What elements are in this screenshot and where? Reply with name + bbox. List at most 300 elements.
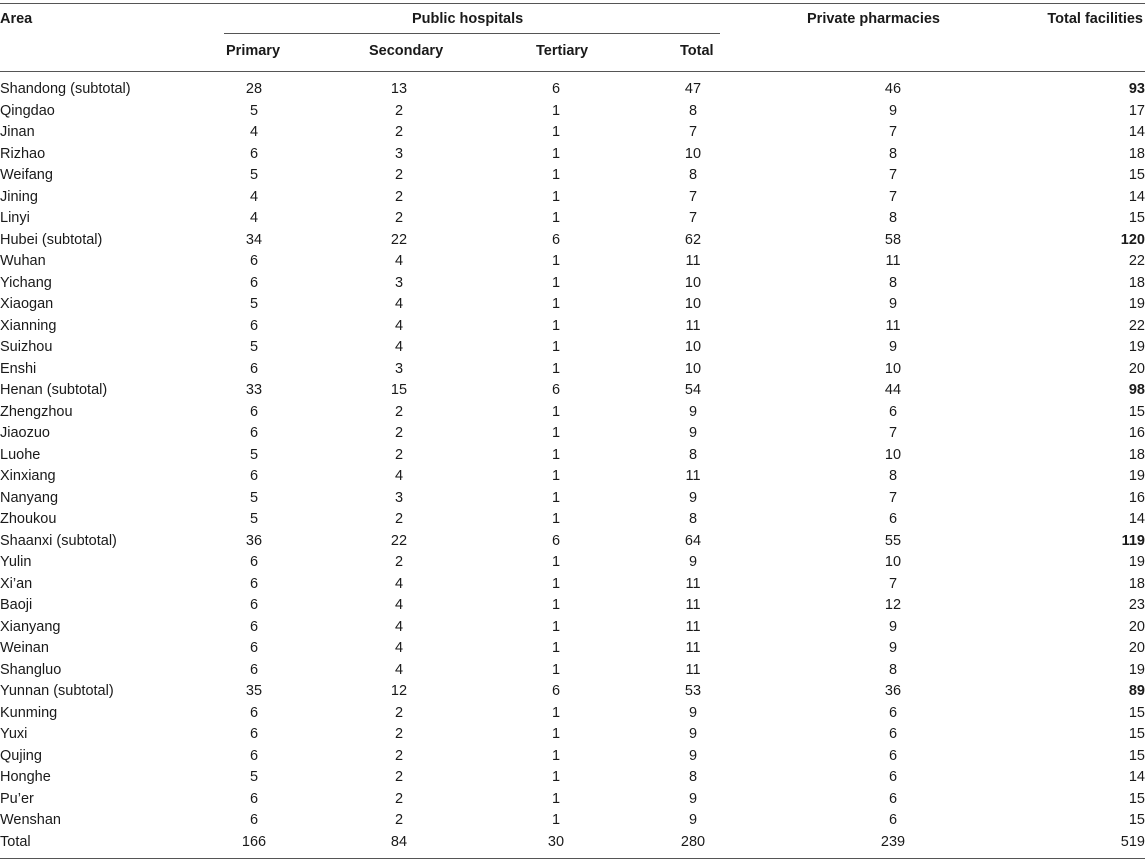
cell-tertiary: 1	[551, 597, 561, 613]
cell-hospital-total: 11	[685, 640, 701, 656]
cell-pharmacies: 8	[888, 661, 898, 678]
cell-secondary: 4	[394, 317, 404, 334]
cell-pharmacies: 6	[888, 769, 898, 785]
cell-hospital-total: 9	[688, 489, 698, 506]
cell-area: Shandong (subtotal)	[0, 81, 131, 97]
cell-primary: 5	[249, 296, 259, 312]
cell-hospital-total: 11	[685, 575, 701, 592]
cell-area: Xi’an	[0, 575, 33, 592]
cell-pharmacies: 9	[888, 339, 898, 355]
table-row	[0, 294, 1145, 316]
cell-pharmacies: 8	[888, 274, 898, 291]
cell-secondary: 2	[394, 102, 404, 119]
table-row	[0, 660, 1145, 682]
cell-secondary: 2	[394, 511, 404, 527]
cell-total-facilities: 18	[1128, 575, 1145, 592]
cell-primary: 5	[249, 511, 259, 527]
cell-secondary: 2	[394, 124, 404, 140]
cell-area: Zhoukou	[0, 511, 57, 527]
table-top-rule	[0, 3, 1145, 4]
table-row	[0, 767, 1145, 789]
table-row	[0, 681, 1145, 703]
cell-tertiary: 1	[551, 339, 561, 355]
table-row	[0, 380, 1145, 402]
cell-total-facilities: 18	[1128, 145, 1145, 162]
cell-area: Weinan	[0, 640, 49, 656]
table-row	[0, 746, 1145, 768]
cell-total-facilities: 519	[1120, 833, 1145, 850]
cell-total-facilities: 20	[1128, 618, 1145, 635]
cell-pharmacies: 46	[884, 81, 902, 97]
cell-total-facilities: 15	[1128, 403, 1145, 420]
cell-primary: 5	[249, 167, 259, 183]
cell-tertiary: 1	[551, 489, 561, 506]
cell-primary: 36	[245, 532, 263, 549]
table-row	[0, 337, 1145, 359]
cell-total-facilities: 22	[1128, 317, 1145, 334]
table-row	[0, 724, 1145, 746]
cell-total-facilities: 23	[1128, 597, 1145, 613]
cell-pharmacies: 6	[888, 747, 898, 764]
cell-area: Enshi	[0, 360, 37, 377]
cell-secondary: 22	[390, 231, 408, 248]
cell-primary: 5	[249, 769, 259, 785]
header-area: Area	[0, 11, 33, 27]
cell-pharmacies: 58	[884, 231, 902, 248]
cell-secondary: 13	[390, 81, 408, 97]
cell-hospital-total: 7	[688, 188, 698, 205]
cell-primary: 5	[249, 102, 259, 119]
table-row	[0, 445, 1145, 467]
cell-tertiary: 1	[551, 790, 561, 807]
table-row	[0, 402, 1145, 424]
table-row	[0, 574, 1145, 596]
cell-hospital-total: 9	[688, 726, 698, 742]
cell-hospital-total: 11	[685, 618, 701, 635]
cell-hospital-total: 7	[688, 124, 698, 140]
cell-tertiary: 1	[551, 446, 561, 463]
cell-secondary: 2	[394, 167, 404, 183]
cell-area: Qujing	[0, 747, 42, 764]
cell-secondary: 3	[394, 145, 404, 162]
cell-tertiary: 1	[551, 253, 561, 269]
table-body	[0, 79, 1145, 853]
cell-hospital-total: 11	[685, 597, 701, 613]
cell-pharmacies: 9	[888, 618, 898, 635]
cell-primary: 28	[245, 81, 263, 97]
cell-primary: 6	[249, 274, 259, 291]
cell-pharmacies: 7	[888, 575, 898, 592]
cell-secondary: 4	[394, 640, 404, 656]
table-row	[0, 466, 1145, 488]
cell-hospital-total: 8	[688, 511, 698, 527]
cell-secondary: 15	[390, 382, 408, 398]
cell-hospital-total: 10	[684, 339, 702, 355]
cell-tertiary: 1	[551, 640, 561, 656]
cell-total-facilities: 14	[1128, 769, 1145, 785]
cell-area: Jiaozuo	[0, 425, 50, 441]
cell-pharmacies: 6	[888, 812, 898, 828]
cell-total-facilities: 15	[1128, 167, 1145, 183]
cell-pharmacies: 6	[888, 511, 898, 527]
table-row	[0, 423, 1145, 445]
cell-area: Pu’er	[0, 790, 34, 807]
cell-primary: 5	[249, 489, 259, 506]
table-row	[0, 810, 1145, 832]
cell-pharmacies: 7	[888, 188, 898, 205]
cell-primary: 6	[249, 575, 259, 592]
cell-tertiary: 1	[551, 661, 561, 678]
table-row	[0, 617, 1145, 639]
cell-pharmacies: 7	[888, 167, 898, 183]
cell-pharmacies: 6	[888, 790, 898, 807]
table-row	[0, 273, 1145, 295]
cell-area: Xiaogan	[0, 296, 54, 312]
cell-area: Xianyang	[0, 618, 61, 635]
cell-pharmacies: 11	[885, 317, 901, 334]
cell-total-facilities: 15	[1128, 210, 1145, 226]
cell-total-facilities: 20	[1128, 640, 1145, 656]
cell-primary: 5	[249, 339, 259, 355]
cell-tertiary: 30	[547, 833, 565, 850]
cell-tertiary: 1	[551, 403, 561, 420]
cell-total-facilities: 18	[1128, 274, 1145, 291]
cell-pharmacies: 10	[884, 446, 902, 463]
cell-area: Jining	[0, 188, 38, 205]
cell-hospital-total: 11	[685, 317, 701, 334]
cell-primary: 6	[249, 618, 259, 635]
cell-total-facilities: 14	[1128, 188, 1145, 205]
table-row	[0, 531, 1145, 553]
cell-hospital-total: 8	[688, 167, 698, 183]
cell-area: Honghe	[0, 769, 51, 785]
cell-secondary: 2	[394, 425, 404, 441]
cell-tertiary: 1	[551, 704, 561, 721]
cell-pharmacies: 239	[880, 833, 906, 850]
cell-secondary: 2	[394, 812, 404, 828]
cell-tertiary: 1	[551, 575, 561, 592]
cell-hospital-total: 10	[684, 360, 702, 377]
cell-pharmacies: 6	[888, 704, 898, 721]
cell-secondary: 2	[394, 790, 404, 807]
cell-hospital-total: 8	[688, 102, 698, 119]
cell-area: Jinan	[0, 124, 35, 140]
cell-total-facilities: 89	[1128, 683, 1145, 699]
cell-total-facilities: 15	[1128, 747, 1145, 764]
cell-pharmacies: 7	[888, 489, 898, 506]
header-public-hospitals: Public hospitals	[412, 11, 524, 27]
cell-pharmacies: 11	[885, 253, 901, 269]
cell-tertiary: 1	[551, 360, 561, 377]
public-hospitals-group-rule	[224, 33, 720, 34]
cell-secondary: 4	[394, 575, 404, 592]
cell-hospital-total: 9	[688, 747, 698, 764]
table-row	[0, 122, 1145, 144]
cell-pharmacies: 12	[884, 597, 902, 613]
cell-pharmacies: 36	[884, 683, 902, 699]
cell-hospital-total: 10	[684, 296, 702, 312]
cell-tertiary: 1	[551, 812, 561, 828]
cell-secondary: 2	[394, 446, 404, 463]
cell-primary: 4	[249, 188, 259, 205]
cell-tertiary: 1	[551, 554, 561, 570]
cell-secondary: 12	[390, 683, 408, 699]
cell-area: Total	[0, 833, 31, 850]
cell-secondary: 3	[394, 360, 404, 377]
cell-total-facilities: 120	[1120, 231, 1145, 248]
header-tertiary: Tertiary	[536, 43, 589, 59]
cell-area: Zhengzhou	[0, 403, 73, 420]
cell-secondary: 4	[394, 468, 404, 484]
cell-secondary: 4	[394, 253, 404, 269]
cell-area: Shangluo	[0, 661, 62, 678]
cell-tertiary: 6	[551, 683, 561, 699]
cell-total-facilities: 14	[1128, 124, 1145, 140]
cell-primary: 6	[249, 726, 259, 742]
cell-primary: 6	[249, 554, 259, 570]
table-row	[0, 488, 1145, 510]
table-row	[0, 703, 1145, 725]
cell-total-facilities: 19	[1128, 661, 1145, 678]
cell-primary: 34	[245, 231, 263, 248]
table-row	[0, 832, 1145, 854]
cell-total-facilities: 15	[1128, 790, 1145, 807]
cell-tertiary: 6	[551, 382, 561, 398]
cell-area: Rizhao	[0, 145, 46, 162]
cell-tertiary: 1	[551, 296, 561, 312]
cell-pharmacies: 7	[888, 425, 898, 441]
cell-secondary: 2	[394, 403, 404, 420]
table-row	[0, 359, 1145, 381]
cell-primary: 4	[249, 124, 259, 140]
cell-total-facilities: 15	[1128, 812, 1145, 828]
cell-primary: 6	[249, 597, 259, 613]
cell-hospital-total: 9	[688, 790, 698, 807]
cell-hospital-total: 11	[685, 661, 701, 678]
cell-total-facilities: 17	[1128, 102, 1145, 119]
table-row	[0, 79, 1145, 101]
cell-area: Yunnan (subtotal)	[0, 683, 114, 699]
cell-pharmacies: 55	[884, 532, 902, 549]
cell-pharmacies: 9	[888, 102, 898, 119]
table-row	[0, 101, 1145, 123]
cell-tertiary: 1	[551, 124, 561, 140]
table-row	[0, 789, 1145, 811]
cell-hospital-total: 7	[688, 210, 698, 226]
cell-total-facilities: 14	[1128, 511, 1145, 527]
header-total-facilities: Total facilities	[1047, 11, 1143, 27]
cell-tertiary: 1	[551, 747, 561, 764]
table-row	[0, 208, 1145, 230]
cell-total-facilities: 19	[1128, 296, 1145, 312]
cell-area: Weifang	[0, 167, 53, 183]
table-row	[0, 144, 1145, 166]
cell-total-facilities: 98	[1128, 382, 1145, 398]
cell-secondary: 3	[394, 274, 404, 291]
cell-area: Xianning	[0, 317, 57, 334]
cell-tertiary: 1	[551, 618, 561, 635]
cell-primary: 33	[245, 382, 263, 398]
table-row	[0, 251, 1145, 273]
cell-hospital-total: 8	[688, 446, 698, 463]
cell-secondary: 2	[394, 726, 404, 742]
cell-hospital-total: 11	[685, 468, 701, 484]
cell-tertiary: 1	[551, 167, 561, 183]
cell-area: Luohe	[0, 446, 41, 463]
cell-primary: 4	[249, 210, 259, 226]
table-bottom-rule	[0, 858, 1145, 859]
cell-tertiary: 1	[551, 511, 561, 527]
cell-primary: 5	[249, 446, 259, 463]
cell-hospital-total: 10	[684, 274, 702, 291]
cell-hospital-total: 9	[688, 812, 698, 828]
table-row	[0, 165, 1145, 187]
cell-area: Qingdao	[0, 102, 55, 119]
cell-total-facilities: 19	[1128, 468, 1145, 484]
cell-total-facilities: 15	[1128, 704, 1145, 721]
cell-secondary: 3	[394, 489, 404, 506]
cell-primary: 166	[241, 833, 267, 850]
cell-tertiary: 1	[551, 274, 561, 291]
cell-area: Linyi	[0, 210, 30, 226]
cell-total-facilities: 22	[1128, 253, 1145, 269]
cell-area: Henan (subtotal)	[0, 382, 108, 398]
cell-primary: 35	[245, 683, 263, 699]
cell-total-facilities: 20	[1128, 360, 1145, 377]
cell-hospital-total: 9	[688, 704, 698, 721]
cell-tertiary: 6	[551, 231, 561, 248]
cell-pharmacies: 6	[888, 726, 898, 742]
cell-total-facilities: 16	[1128, 489, 1145, 506]
cell-area: Wenshan	[0, 812, 61, 828]
table-row	[0, 638, 1145, 660]
cell-area: Nanyang	[0, 489, 59, 506]
cell-tertiary: 1	[551, 317, 561, 334]
header-primary: Primary	[226, 43, 281, 59]
cell-total-facilities: 15	[1128, 726, 1145, 742]
header-secondary: Secondary	[369, 43, 444, 59]
cell-primary: 6	[249, 145, 259, 162]
cell-hospital-total: 9	[688, 554, 698, 570]
cell-primary: 6	[249, 253, 259, 269]
cell-tertiary: 1	[551, 145, 561, 162]
cell-secondary: 22	[390, 532, 408, 549]
cell-secondary: 2	[394, 769, 404, 785]
cell-hospital-total: 64	[684, 532, 702, 549]
table-row	[0, 187, 1145, 209]
cell-tertiary: 1	[551, 769, 561, 785]
table-row	[0, 552, 1145, 574]
cell-primary: 6	[249, 317, 259, 334]
cell-primary: 6	[249, 747, 259, 764]
cell-tertiary: 6	[551, 81, 561, 97]
cell-hospital-total: 10	[684, 145, 702, 162]
cell-secondary: 2	[394, 747, 404, 764]
cell-total-facilities: 19	[1128, 554, 1145, 570]
cell-primary: 6	[249, 640, 259, 656]
cell-tertiary: 1	[551, 102, 561, 119]
cell-total-facilities: 19	[1128, 339, 1145, 355]
cell-pharmacies: 8	[888, 145, 898, 162]
cell-hospital-total: 11	[685, 253, 701, 269]
cell-pharmacies: 44	[884, 382, 902, 398]
cell-hospital-total: 9	[688, 425, 698, 441]
cell-pharmacies: 10	[884, 360, 902, 377]
cell-pharmacies: 6	[888, 403, 898, 420]
cell-primary: 6	[249, 704, 259, 721]
cell-hospital-total: 62	[684, 231, 702, 248]
cell-area: Xinxiang	[0, 468, 56, 484]
cell-secondary: 2	[394, 704, 404, 721]
cell-primary: 6	[249, 661, 259, 678]
cell-primary: 6	[249, 425, 259, 441]
cell-hospital-total: 8	[688, 769, 698, 785]
cell-primary: 6	[249, 468, 259, 484]
cell-primary: 6	[249, 812, 259, 828]
cell-secondary: 4	[394, 661, 404, 678]
table-row	[0, 230, 1145, 252]
cell-area: Suizhou	[0, 339, 53, 355]
cell-area: Shaanxi (subtotal)	[0, 532, 117, 549]
cell-secondary: 2	[394, 554, 404, 570]
table-row	[0, 595, 1145, 617]
cell-hospital-total: 280	[680, 833, 706, 850]
cell-secondary: 2	[394, 210, 404, 226]
cell-area: Hubei (subtotal)	[0, 231, 103, 248]
table-row	[0, 509, 1145, 531]
cell-pharmacies: 9	[888, 296, 898, 312]
cell-total-facilities: 16	[1128, 425, 1145, 441]
cell-primary: 6	[249, 403, 259, 420]
header-total: Total	[680, 43, 714, 59]
cell-tertiary: 1	[551, 726, 561, 742]
cell-pharmacies: 8	[888, 210, 898, 226]
cell-secondary: 84	[390, 833, 408, 850]
cell-area: Baoji	[0, 597, 33, 613]
cell-area: Yuxi	[0, 726, 28, 742]
cell-secondary: 4	[394, 618, 404, 635]
cell-secondary: 4	[394, 597, 404, 613]
cell-hospital-total: 9	[688, 403, 698, 420]
cell-primary: 6	[249, 360, 259, 377]
cell-secondary: 4	[394, 339, 404, 355]
cell-total-facilities: 93	[1128, 81, 1145, 97]
cell-hospital-total: 53	[684, 683, 702, 699]
cell-area: Kunming	[0, 704, 58, 721]
cell-area: Yichang	[0, 274, 52, 291]
header-bottom-rule	[0, 71, 1145, 72]
cell-primary: 6	[249, 790, 259, 807]
cell-area: Wuhan	[0, 253, 46, 269]
cell-tertiary: 1	[551, 425, 561, 441]
cell-total-facilities: 18	[1128, 446, 1145, 463]
header-private-pharmacies: Private pharmacies	[807, 11, 940, 27]
cell-tertiary: 1	[551, 468, 561, 484]
cell-total-facilities: 119	[1121, 532, 1145, 549]
cell-pharmacies: 8	[888, 468, 898, 484]
cell-hospital-total: 54	[684, 382, 702, 398]
cell-pharmacies: 7	[888, 124, 898, 140]
cell-pharmacies: 9	[888, 640, 898, 656]
cell-tertiary: 1	[551, 210, 561, 226]
cell-area: Yulin	[0, 554, 32, 570]
cell-secondary: 2	[394, 188, 404, 205]
cell-tertiary: 6	[551, 532, 561, 549]
cell-tertiary: 1	[551, 188, 561, 205]
cell-hospital-total: 47	[684, 81, 702, 97]
cell-pharmacies: 10	[884, 554, 902, 570]
cell-secondary: 4	[394, 296, 404, 312]
